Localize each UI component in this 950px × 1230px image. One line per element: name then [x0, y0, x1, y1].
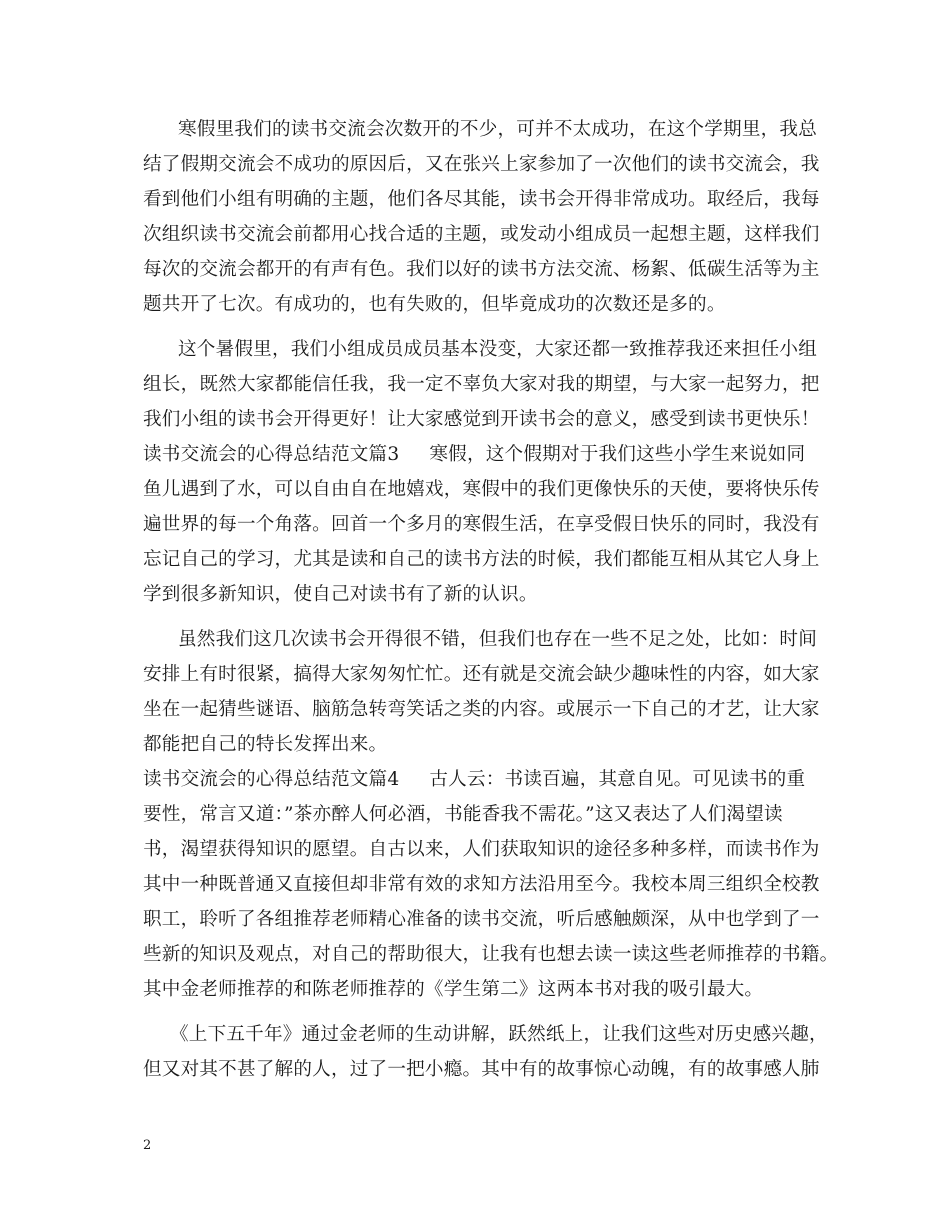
- text-line: 遍世界的每一个角落。回首一个多月的寒假生活，在享受假日快乐的同时，我没有: [143, 514, 820, 535]
- text-line: 组长，既然大家都能信任我，我一定不辜负大家对我的期望，与大家一起努力，把: [143, 374, 820, 395]
- text-line: 其中一种既普通又直接但却非常有效的求知方法沿用至今。我校本周三组织全校教: [143, 874, 820, 895]
- text-line: 古人云：书读百遍，其意自见。可见读书的重: [429, 769, 806, 790]
- text-line: 我们小组的读书会开得更好！让大家感觉到开读书会的意义，感受到读书更快乐！: [143, 409, 820, 430]
- text-line: 职工，聆听了各组推荐老师精心准备的读书交流，听后感触颇深，从中也学到了一: [143, 909, 820, 930]
- text-line: 要性，常言又道：”茶亦醉人何必酒，书能香我不需花。”这又表达了人们渴望读: [143, 804, 783, 825]
- section-heading: 读书交流会的心得总结范文篇4: [143, 769, 400, 790]
- text-line: 寒假，这个假期对于我们这些小学生来说如同: [429, 444, 806, 465]
- text-line: 虽然我们这几次读书会开得很不错，但我们也存在一些不足之处，比如：时间: [178, 629, 817, 650]
- section-heading: 读书交流会的心得总结范文篇3: [143, 444, 400, 465]
- text-line: 结了假期交流会不成功的原因后，又在张兴上家参加了一次他们的读书交流会，我: [143, 154, 820, 175]
- text-line: 题共开了七次。有成功的，也有失败的，但毕竟成功的次数还是多的。: [143, 294, 726, 315]
- text-line: 每次的交流会都开的有声有色。我们以好的读书方法交流、杨絮、低碳生活等为主: [143, 259, 820, 280]
- text-line: 寒假里我们的读书交流会次数开的不少，可并不太成功，在这个学期里，我总: [178, 119, 817, 140]
- text-line: 些新的知识及观点，对自己的帮助很大，让我有也想去读一读这些老师推荐的书籍。: [143, 944, 839, 965]
- text-line: 书，渴望获得知识的愿望。自古以来，人们获取知识的途径多种多样，而读书作为: [143, 839, 820, 860]
- text-line: 都能把自己的特长发挥出来。: [143, 734, 388, 755]
- text-line: 《上下五千年》通过金老师的生动讲解，跃然纸上，让我们这些对历史感兴趣，: [170, 1024, 828, 1045]
- page-number: 2: [143, 1138, 152, 1153]
- section-line: [143, 443, 823, 467]
- text-line: 其中金老师推荐的和陈老师推荐的《学生第二》这两本书对我的吸引最大。: [143, 979, 764, 1000]
- text-line: 坐在一起猜些谜语、脑筋急转弯笑话之类的内容。或展示一下自己的才艺，让大家: [143, 699, 820, 720]
- text-line: 看到他们小组有明确的主题，他们各尽其能，读书会开得非常成功。取经后，我每: [143, 189, 820, 210]
- text-line: 这个暑假里，我们小组成员成员基本没变，大家还都一致推荐我还来担任小组: [178, 339, 817, 360]
- text-line: 学到很多新知识，使自己对读书有了新的认识。: [143, 584, 538, 605]
- section-line: [143, 768, 823, 792]
- text-line: 忘记自己的学习，尤其是读和自己的读书方法的时候，我们都能互相从其它人身上: [143, 549, 820, 570]
- text-line: 次组织读书交流会前都用心找合适的主题，或发动小组成员一起想主题，这样我们: [143, 224, 820, 245]
- text-line: 安排上有时很紧，搞得大家匆匆忙忙。还有就是交流会缺少趣味性的内容，如大家: [143, 664, 820, 685]
- text-line: 但又对其不甚了解的人，过了一把小瘾。其中有的故事惊心动魄，有的故事感人肺: [143, 1059, 820, 1080]
- text-line: 鱼儿遇到了水，可以自由自在地嬉戏，寒假中的我们更像快乐的天使，要将快乐传: [143, 479, 820, 500]
